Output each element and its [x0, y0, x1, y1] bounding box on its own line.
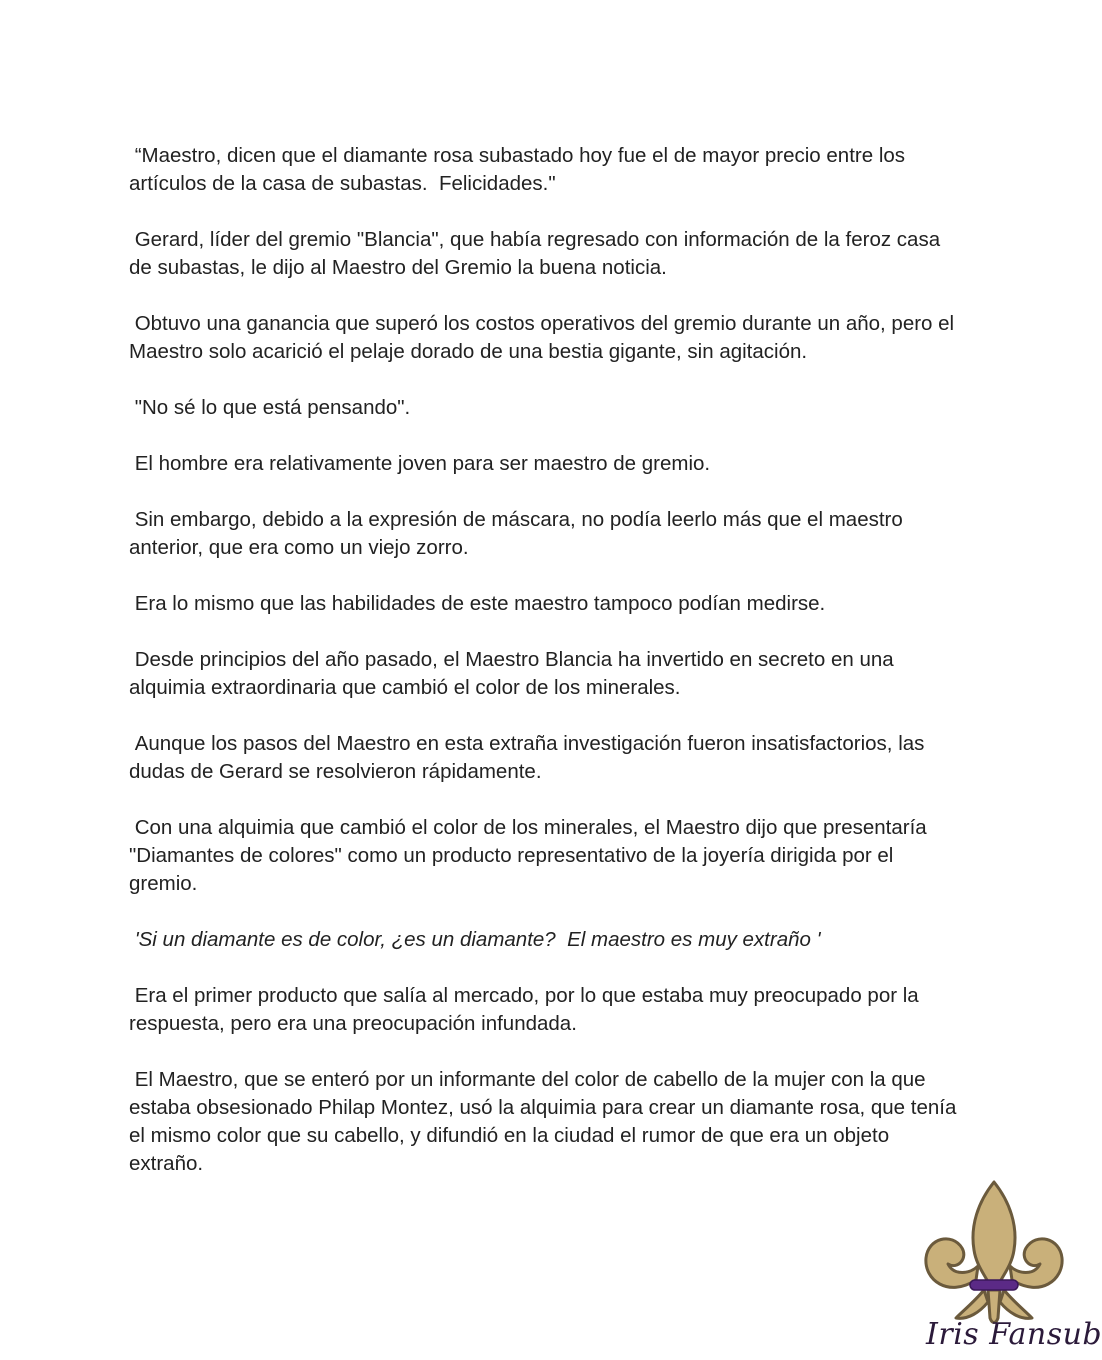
paragraph: El hombre era relativamente joven para ser maestro de gremio. [129, 452, 711, 475]
document-body [129, 142, 964, 1206]
paragraph: Era lo mismo que las habilidades de este maestro tampoco podían medirse. [129, 592, 826, 615]
paragraph: Gerard, líder del gremio "Blancia", que había regresado con información de la feroz casa de subastas, le dijo al Maestro del Gremio la buena noticia. [129, 228, 946, 279]
paragraph: Sin embargo, debido a la expresión de máscara, no podía leerlo más que el maestro anterior, que era como un viejo zorro. [129, 508, 909, 559]
paragraph: Era el primer producto que salía al mercado, por lo que estaba muy preocupado por la respuesta, pero era una preocupación infundada. [129, 984, 925, 1035]
paragraph: Aunque los pasos del Maestro en esta extraña investigación fueron insatisfactorios, las dudas de Gerard se resolvieron rápidamente. [129, 732, 931, 783]
italic-thought-paragraph: 'Si un diamante es de color, ¿es un diamante? El maestro es muy extraño ' [129, 928, 821, 951]
paragraph: Obtuvo una ganancia que superó los costos operativos del gremio durante un año, pero el Maestro solo acarició el pelaje dorado de una bestia gigante, sin agitación. [129, 312, 960, 363]
paragraph: Desde principios del año pasado, el Maestro Blancia ha invertido en secreto en una alquimia extraordinaria que cambió el color de los minerales. [129, 648, 900, 699]
watermark-text: Iris Fansub [926, 1317, 1102, 1352]
paragraph: Con una alquimia que cambió el color de los minerales, el Maestro dijo que presentaría "Diamantes de colores" como un producto representativo de la joyería dirigida por el gremio. [129, 816, 933, 895]
paragraph: El Maestro, que se enteró por un informante del color de cabello de la mujer con la que estaba obsesionado Philap Montez, usó la alquimia para crear un diamante rosa, que tenía el mismo color que su cabello, y difundió en la ciudad el rumor de que era un objeto extraño. [129, 1068, 963, 1175]
paragraph: "No sé lo que está pensando". [129, 396, 411, 419]
paragraph: “Maestro, dicen que el diamante rosa subastado hoy fue el de mayor precio entre los artículos de la casa de subastas. Felicidades." [129, 144, 911, 195]
